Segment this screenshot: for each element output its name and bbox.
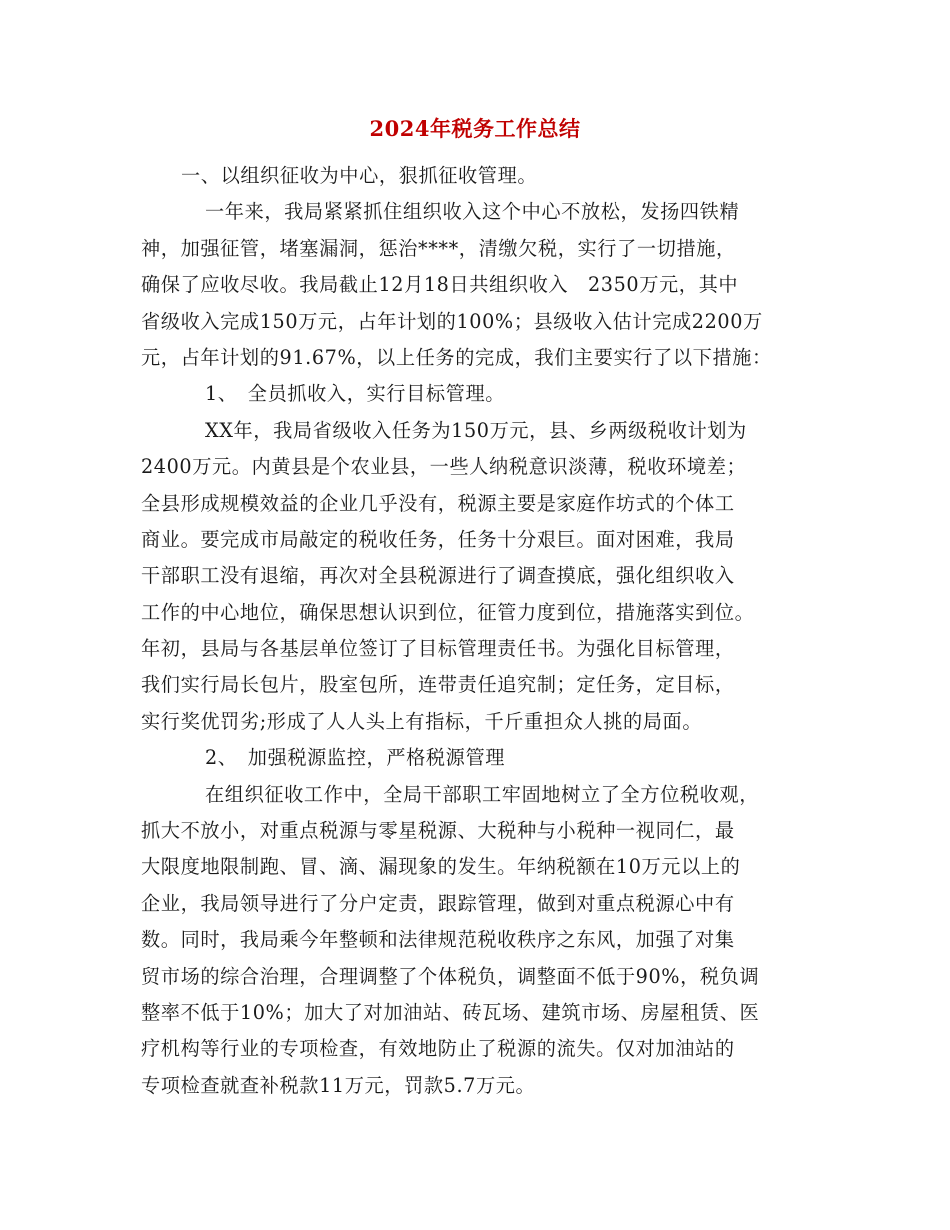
document-body — [141, 158, 811, 1104]
text-line: 一、以组织征收为中心，狠抓征收管理。 — [181, 164, 538, 187]
text-line: 企业，我局领导进行了分户定责，跟踪管理，做到对重点税源心中有 — [141, 891, 735, 915]
text-line: 省级收入完成150万元，占年计划的100%；县级收入估计完成2200万 — [141, 309, 763, 333]
text-line: 一年来，我局紧紧抓住组织收入这个中心不放松，发扬四铁精 — [205, 200, 740, 224]
text-line: 年初，县局与各基层单位签订了目标管理责任书。为强化目标管理， — [141, 637, 735, 661]
text-line: 整率不低于10%；加大了对加油站、砖瓦场、建筑市场、房屋租赁、医 — [141, 1000, 760, 1024]
text-line: 数。同时，我局乘今年整顿和法律规范税收秩序之东风，加强了对集 — [141, 928, 735, 952]
text-line: 大限度地限制跑、冒、滴、漏现象的发生。年纳税额在10万元以上的 — [141, 855, 741, 879]
text-line: 贸市场的综合治理，合理调整了个体税负，调整面不低于90%，税负调 — [141, 964, 760, 988]
document-title: 2024年税务工作总结 — [369, 116, 581, 141]
text-line: 确保了应收尽收。我局截止12月18日共组织收入 2350万元，其中 — [141, 273, 739, 297]
text-line: 抓大不放小，对重点税源与零星税源、大税种与小税种一视同仁，最 — [141, 819, 735, 843]
text-line: 在组织征收工作中，全局干部职工牢固地树立了全方位税收观， — [205, 782, 760, 806]
text-line: 2、 加强税源监控，严格税源管理 — [205, 746, 506, 770]
text-line: 工作的中心地位，确保思想认识到位，征管力度到位，措施落实到位。 — [141, 600, 755, 624]
text-line: 全县形成规模效益的企业几乎没有，税源主要是家庭作坊式的个体工 — [141, 491, 735, 515]
text-line: 神，加强征管，堵塞漏洞，惩治****，清缴欠税，实行了一切措施， — [141, 236, 736, 260]
text-line: 1、 全员抓收入，实行目标管理。 — [205, 382, 506, 406]
text-line: 疗机构等行业的专项检查，有效地防止了税源的流失。仅对加油站的 — [141, 1037, 735, 1061]
text-line: XX年，我局省级收入任务为150万元，县、乡两级税收计划为 — [205, 418, 747, 442]
text-line: 实行奖优罚劣;形成了人人头上有指标，千斤重担众人挑的局面。 — [141, 709, 703, 733]
text-line: 我们实行局长包片，股室包所，连带责任追究制；定任务，定目标， — [141, 673, 735, 697]
text-line: 商业。要完成市局敲定的税收任务，任务十分艰巨。面对困难，我局 — [141, 527, 735, 551]
text-line: 2400万元。内黄县是个农业县，一些人纳税意识淡薄，税收环境差； — [141, 455, 747, 479]
text-line: 专项检查就查补税款11万元，罚款5.7万元。 — [141, 1073, 536, 1097]
text-line: 元，占年计划的91.67%，以上任务的完成，我们主要实行了以下措施： — [141, 345, 772, 369]
text-line: 干部职工没有退缩，再次对全县税源进行了调查摸底，强化组织收入 — [141, 564, 735, 588]
